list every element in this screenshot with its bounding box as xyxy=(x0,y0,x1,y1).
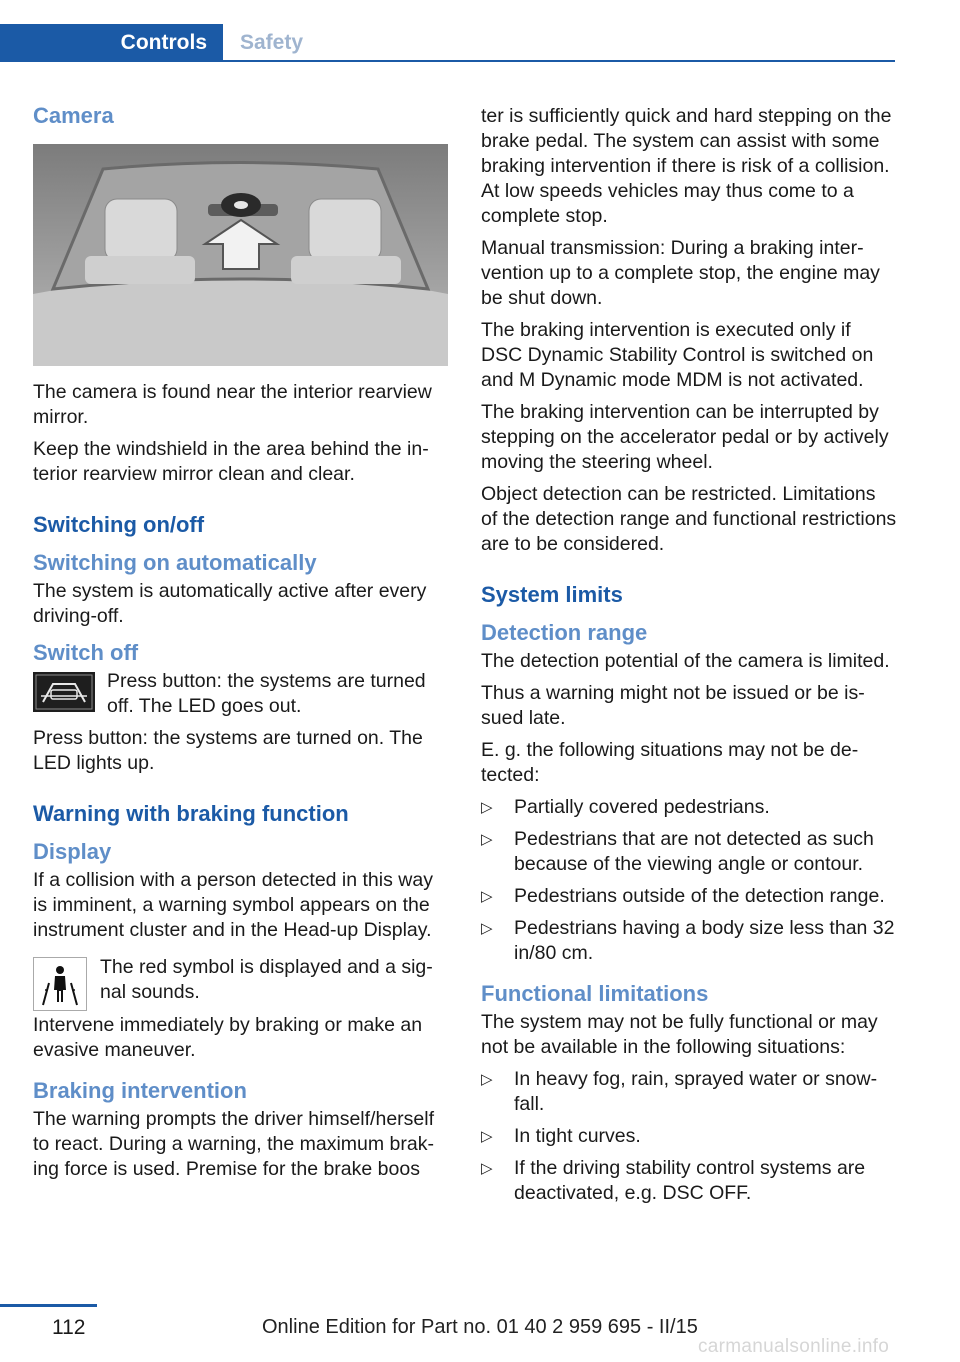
intervene-paragraph: Intervene immediately by braking or make an evasive maneuver. xyxy=(33,1014,423,1061)
auto-heading: Switching on automatically xyxy=(33,550,317,575)
tab-controls-label: Controls xyxy=(120,31,207,54)
header-rule xyxy=(0,60,895,62)
manual-transmission-paragraph: Manual transmission: During a braking intervention up to a complete stop, the engine may be shut down. xyxy=(481,237,880,309)
page-number: 112 xyxy=(52,1316,86,1339)
list-item: ▷ Pedestrians outside of the detection range. xyxy=(481,884,897,909)
range-paragraph-3: E. g. the following situations may not be detected: xyxy=(481,739,859,786)
detection-range-list xyxy=(481,795,897,966)
list-item: ▷ In heavy fog, rain, sprayed water or snowfall. xyxy=(481,1067,897,1117)
list-item: ▷ Pedestrians having a body size less than 32 in/80 cm. xyxy=(481,916,897,966)
camera-heading: Camera xyxy=(33,103,114,128)
page-number-rule xyxy=(0,1304,97,1307)
list-item: ▷ If the driving stability control systems are deactivated, e.g. DSC OFF. xyxy=(481,1156,897,1206)
header-tabbar xyxy=(0,24,895,62)
functional-paragraph: The system may not be fully functional or may not be available in the following situations: xyxy=(481,1011,878,1058)
tab-controls[interactable] xyxy=(0,24,223,60)
detection-range-heading: Detection range xyxy=(481,620,648,645)
list-item: ▷ Partially covered pedestrians. xyxy=(481,795,897,820)
camera-paragraph-2: Keep the windshield in the area behind the interior rearview mirror clean and clear. xyxy=(33,438,429,485)
watermark: carmanualsonline.info xyxy=(698,1336,890,1357)
braking-paragraph: The warning prompts the driver himself/herself to react. During a warning, the maximum braking force is used. Premise for the brake boos xyxy=(33,1108,434,1180)
display-paragraph: If a collision with a person detected in this way is imminent, a warning symbol appears on the instrument cluster and in the Head-up Display. xyxy=(33,869,433,941)
auto-paragraph: The system is automatically active after every driving-off. xyxy=(33,580,427,627)
edition-footer: Online Edition for Part no. 01 40 2 959 695 - II/15 xyxy=(262,1316,698,1338)
switch-off-icon-row xyxy=(33,669,449,719)
pedestrian-warning-button-icon xyxy=(33,672,95,719)
switch-on-paragraph: Press button: the systems are turned on. The LED lights up. xyxy=(33,727,423,774)
object-detection-paragraph: Object detection can be restricted. Limitations of the detection range and functional restrictions are to be considered. xyxy=(481,483,897,555)
left-column xyxy=(33,100,449,1189)
warning-heading: Warning with braking function xyxy=(33,801,349,826)
list-item: ▷ In tight curves. xyxy=(481,1124,897,1149)
pedestrian-symbol-icon xyxy=(33,957,87,1018)
dsc-paragraph: The braking intervention is executed only if DSC Dynamic Stability Control is switched on and M Dynamic mode MDM is not activated. xyxy=(481,319,874,391)
continued-paragraph: ter is sufficiently quick and hard stepping on the brake pedal. The system can assist with some braking intervention if there is risk of a collision. At low speeds vehicles may thus come to a complete stop. xyxy=(481,105,892,227)
switch-off-icon-text: Press button: the systems are turned off. The LED goes out. xyxy=(107,670,426,717)
functional-limitations-list xyxy=(481,1067,897,1206)
display-heading: Display xyxy=(33,839,112,864)
system-limits-heading: System limits xyxy=(481,582,623,607)
display-icon-row xyxy=(33,955,449,1013)
functional-limitations-heading: Functional limitations xyxy=(481,981,709,1006)
camera-paragraph-1: The camera is found near the interior rearview mirror. xyxy=(33,381,432,428)
switching-heading: Switching on/off xyxy=(33,512,205,537)
range-paragraph-1: The detection potential of the camera is limited. xyxy=(481,650,890,672)
braking-heading: Braking intervention xyxy=(33,1078,247,1103)
camera-illustration xyxy=(33,144,448,366)
display-icon-text: The red symbol is displayed and a signal sounds. xyxy=(100,956,433,1003)
interrupt-paragraph: The braking intervention can be interrupted by stepping on the accelerator pedal or by actively moving the steering wheel. xyxy=(481,401,889,473)
switch-off-heading: Switch off xyxy=(33,640,139,665)
tab-safety[interactable]: Safety xyxy=(240,31,304,54)
list-item: ▷ Pedestrians that are not detected as such because of the viewing angle or contour. xyxy=(481,827,897,877)
right-column xyxy=(481,104,897,1213)
range-paragraph-2: Thus a warning might not be issued or be issued late. xyxy=(481,682,865,729)
